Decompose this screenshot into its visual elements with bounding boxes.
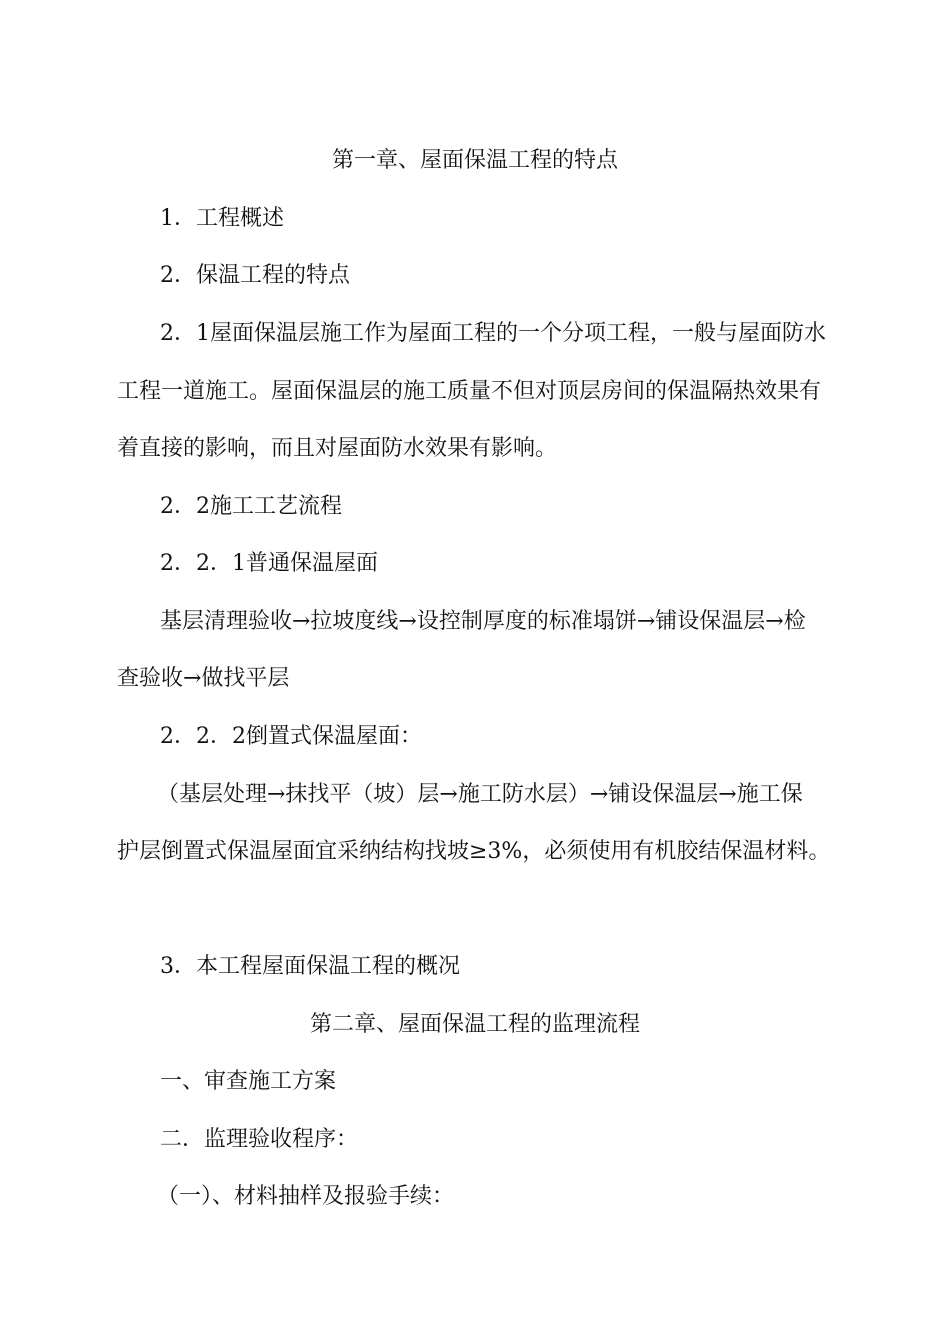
chapter-1-title: 第一章、屋面保温工程的特点 — [331, 148, 618, 173]
process-flow-line-2: 查验收→做找平层 — [117, 666, 290, 691]
chapter-2-subitem-1: （一）、材料抽样及报验手续： — [157, 1184, 455, 1209]
section-1-heading: 1．工程概述 — [160, 206, 284, 231]
chapter-2-item-1: 一、审查施工方案 — [160, 1069, 337, 1094]
paragraph-2-1-line-2: 工程一道施工。屋面保温层的施工质量不但对顶层房间的保温隔热效果有 — [117, 379, 822, 404]
chapter-2-item-2: 二．监理验收程序： — [160, 1127, 359, 1152]
process-flow-line-1: 基层清理验收→拉坡度线→设控制厚度的标准塌饼→铺设保温层→检 — [160, 609, 806, 634]
section-2-2-heading: 2．2施工工艺流程 — [160, 494, 342, 519]
paragraph-2-1-line-3: 着直接的影响，而且对屋面防水效果有影响。 — [117, 436, 558, 461]
section-2-2-2-heading: 2．2．2倒置式保温屋面： — [160, 724, 422, 749]
chapter-2-title: 第二章、屋面保温工程的监理流程 — [309, 1012, 640, 1037]
inverted-roof-line-2: 护层倒置式保温屋面宜采纳结构找坡≥3%，必须使用有机胶结保温材料。 — [117, 839, 831, 864]
section-2-heading: 2．保温工程的特点 — [160, 263, 350, 288]
section-2-2-1-heading: 2．2．1普通保温屋面 — [160, 551, 378, 576]
section-3-heading: 3．本工程屋面保温工程的概况 — [160, 954, 460, 979]
paragraph-2-1-line-1: 2．1屋面保温层施工作为屋面工程的一个分项工程，一般与屋面防水 — [160, 321, 826, 346]
inverted-roof-line-1: （基层处理→抹找平（坡）层→施工防水层）→铺设保温层→施工保 — [157, 782, 803, 807]
